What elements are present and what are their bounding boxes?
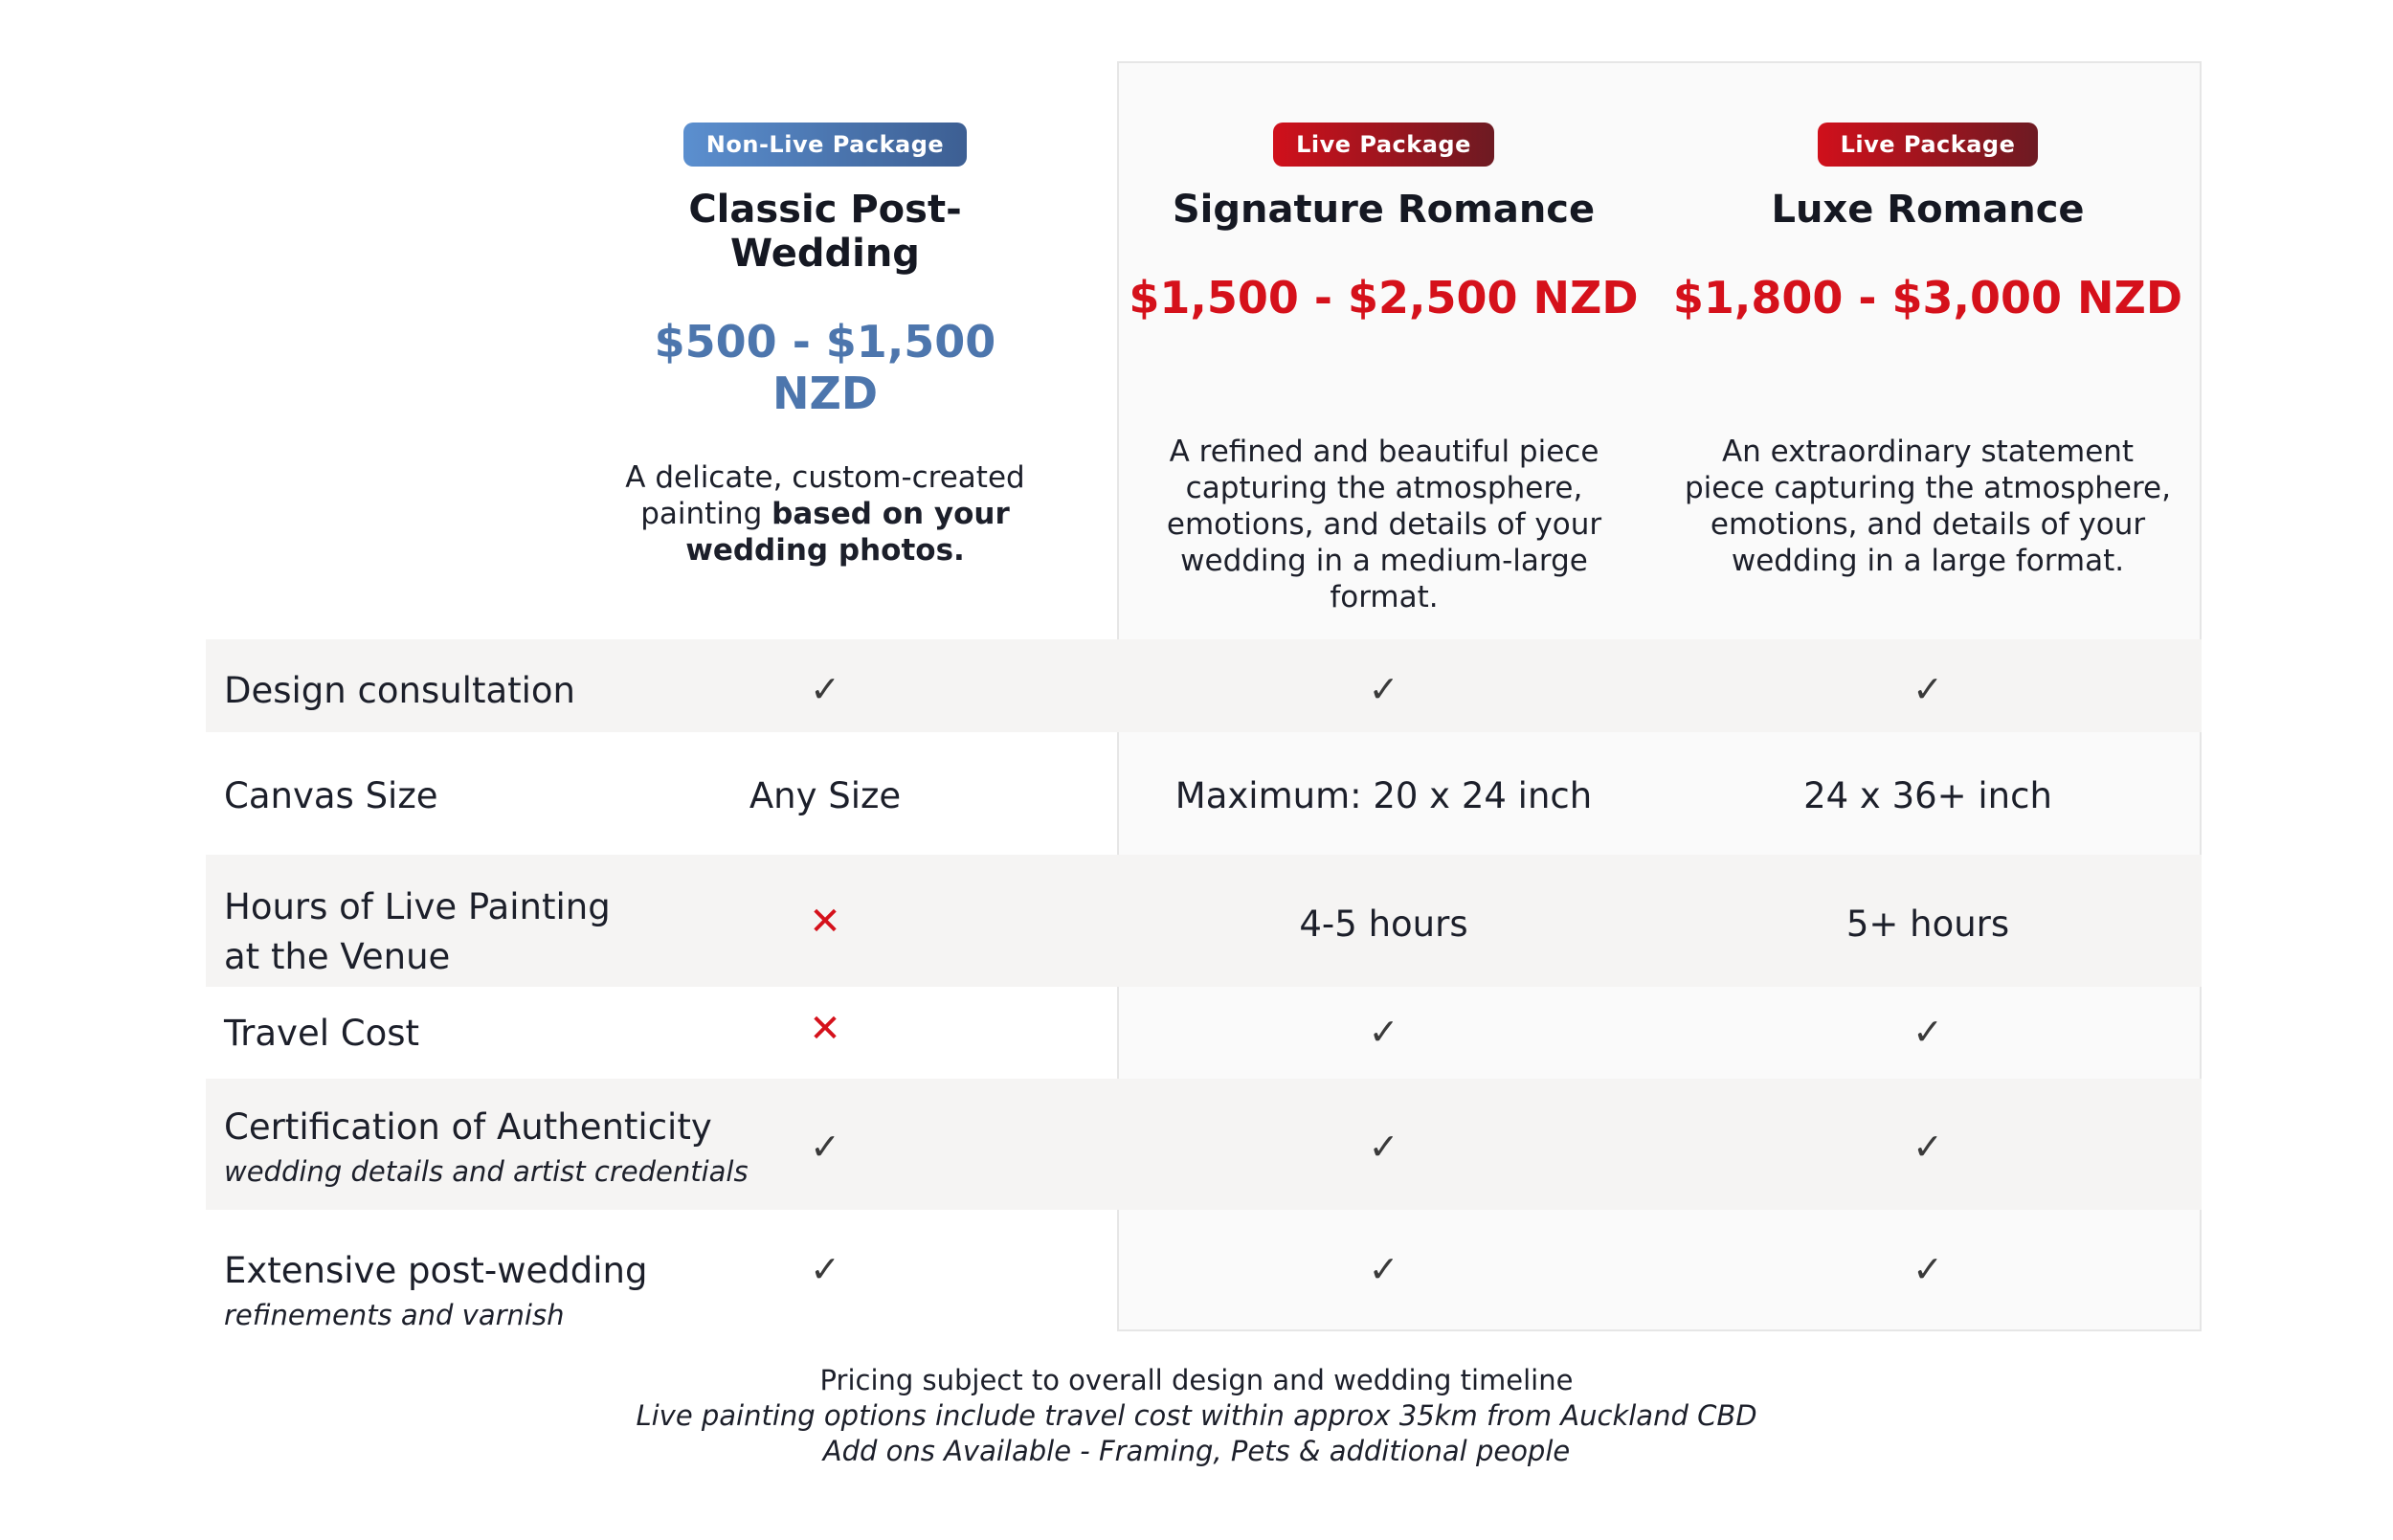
check-icon: ✓	[810, 1126, 840, 1168]
feature-label-design-consultation: Design consultation	[224, 670, 576, 711]
package-title: Luxe Romance	[1771, 188, 2085, 232]
package-title: Classic Post-Wedding	[688, 188, 962, 276]
description-emphasis: based on your wedding photos.	[685, 497, 1010, 568]
live-hours-value: 5+ hours	[1845, 904, 2010, 945]
feature-label-line: at the Venue	[224, 936, 451, 977]
feature-label-main: Certification of Authenticity	[224, 1106, 712, 1148]
check-icon: ✓	[1368, 1011, 1399, 1053]
check-icon: ✓	[1912, 1011, 1943, 1053]
check-icon: ✓	[1912, 668, 1943, 710]
package-price: $500 - $1,500 NZD	[654, 316, 996, 419]
feature-label-sub: wedding details and artist credentials	[224, 1155, 749, 1188]
check-icon: ✓	[810, 668, 840, 710]
check-icon: ✓	[810, 1248, 840, 1290]
footer-pricing-note: Pricing subject to overall design and wedding timeline	[819, 1364, 1574, 1396]
package-badge: Live Package	[1273, 123, 1494, 167]
check-icon: ✓	[1368, 1248, 1399, 1290]
canvas-size-value: Any Size	[749, 775, 902, 816]
package-description-classic	[615, 459, 1036, 569]
feature-label-sub: refinements and varnish	[224, 1299, 565, 1331]
package-column-signature	[1119, 123, 1648, 324]
cross-icon: ✕	[809, 1007, 841, 1051]
feature-label-main: Extensive post-wedding	[224, 1250, 648, 1291]
package-price: $1,500 - $2,500 NZD	[1129, 272, 1639, 324]
canvas-size-value: Maximum: 20 x 24 inch	[1174, 775, 1593, 816]
package-column-luxe	[1672, 123, 2183, 324]
package-description-signature: A refined and beautiful piece capturing the atmosphere, emotions, and details of your wedding in a medium-large format.	[1166, 435, 1602, 614]
check-icon: ✓	[1368, 1126, 1399, 1168]
check-icon: ✓	[1368, 668, 1399, 710]
canvas-size-value: 24 x 36+ inch	[1803, 775, 2052, 816]
check-icon: ✓	[1912, 1126, 1943, 1168]
live-hours-value: 4-5 hours	[1299, 904, 1468, 945]
footer-notes	[0, 1363, 2393, 1469]
feature-label-live-painting-hours	[224, 882, 611, 982]
package-badge: Non-Live Package	[683, 123, 967, 167]
feature-label-travel-cost: Travel Cost	[224, 1013, 420, 1054]
check-icon: ✓	[1912, 1248, 1943, 1290]
package-column-classic	[595, 123, 1055, 419]
feature-label-line: Hours of Live Painting	[224, 886, 611, 927]
package-title: Signature Romance	[1172, 188, 1596, 232]
feature-label-post-wedding	[224, 1250, 647, 1331]
cross-icon: ✕	[809, 900, 841, 944]
description-text: A delicate, custom-created painting	[625, 460, 1025, 531]
package-price: $1,800 - $3,000 NZD	[1672, 272, 2183, 324]
package-badge: Live Package	[1818, 123, 2039, 167]
feature-label-canvas-size: Canvas Size	[224, 775, 438, 816]
footer-addons-note: Add ons Available - Framing, Pets & additional people	[822, 1435, 1571, 1467]
package-description-luxe: An extraordinary statement piece capturing the atmosphere, emotions, and details of your wedding in a large format.	[1685, 435, 2171, 578]
footer-travel-note: Live painting options include travel cost within approx 35km from Auckland CBD	[636, 1399, 1757, 1432]
